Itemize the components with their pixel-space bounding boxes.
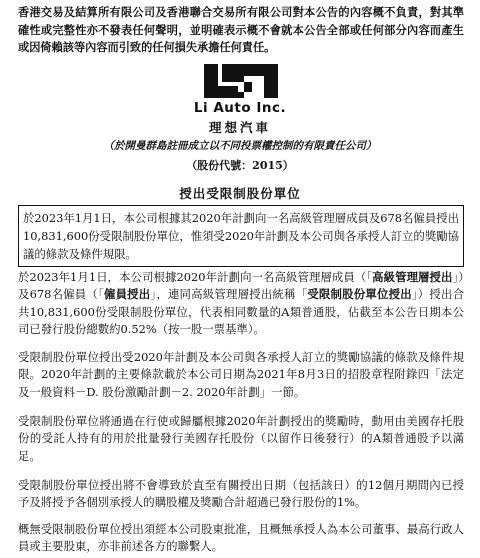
term-senior-management-grant: 高級管理層授出 (372, 270, 453, 284)
summary-box: 於2023年1月1日，本公司根據其2020年計劃向一名高級管理層成員及678名僱員授出10,831,600份受限制股份單位，惟須受2020年計劃及本公司與各承授人訂立的獎勵協議的條款及條件規限。 (18, 205, 464, 267)
p1-text-3: 」，連同高級管理層授出統稱「 (150, 287, 308, 302)
company-name-en: Li Auto Inc. (193, 100, 287, 116)
term-rsu-grant: 受限制股份單位授出 (307, 287, 412, 302)
paragraph-plan-terms: 受限制股份單位授出受2020年計劃及本公司與各承授人訂立的獎勵協議的條款及條件規限。2020年計劃的主要條款載於本公司日期為2021年8月3日的招股章程附錄四「法定及一般資料－D. 股份激勵計劃－2. 2020年計劃」一節。 (18, 350, 464, 399)
stock-code: （股份代號：2015） (186, 159, 294, 172)
paragraph-one-percent-limit: 受限制股份單位授出將不會導致於直至有關授出日期（包括該日）的12個月期間內已授予及將授予各個別承授人的購股權及獎勵合計超過已發行股份的1%。 (18, 478, 464, 510)
disclaimer-text: 香港交易及結算所有限公司及香港聯合交易所有限公司對本公告的內容概不負責，對其準確性或完整性亦不發表任何聲明，並明確表示概不會就本公告全部或任何部分內容而產生或因倚賴該等內容而引致的任何損失承擔任何責任。 (18, 5, 464, 55)
paragraph-shareholder-approval: 概無受限制股份單位授出須經本公司股東批准，且概無承授人為本公司董事、最高行政人員或主要股東，亦非前述各方的聯繫人。 (18, 522, 464, 554)
term-employee-grant: 僱員授出 (103, 287, 151, 302)
p1-text-1: 於2023年1月1日，本公司根據2020年計劃向一名高級管理層成員（「 (18, 270, 373, 284)
incorporation-note: （於開曼群島註冊成立以不同投票權控制的有限責任公司） (103, 140, 377, 152)
announcement-title: 授出受限制股份單位 (179, 186, 301, 201)
paragraph-grant-details (18, 269, 464, 339)
p1-text-4: 」）授出合共10,831,600份受限制股份單位，代表相同數量的A類普通股，佔截至本公告日期本公司已發行股份總數約0.52%（按一股一票基準）。 (18, 287, 464, 337)
li-auto-logo-icon (196, 62, 286, 100)
paragraph-share-source: 受限制股份單位將通過在行使或歸屬根據2020年計劃授出的獎勵時，動用由美國存托股份的受託人持有的用於批量發行美國存托股份（以留作日後發行）的A類普通股予以滿足。 (18, 414, 464, 463)
company-name-zh: 理想汽車 (208, 120, 271, 135)
p1-text-2: 」）及678名僱員（「 (18, 270, 464, 302)
